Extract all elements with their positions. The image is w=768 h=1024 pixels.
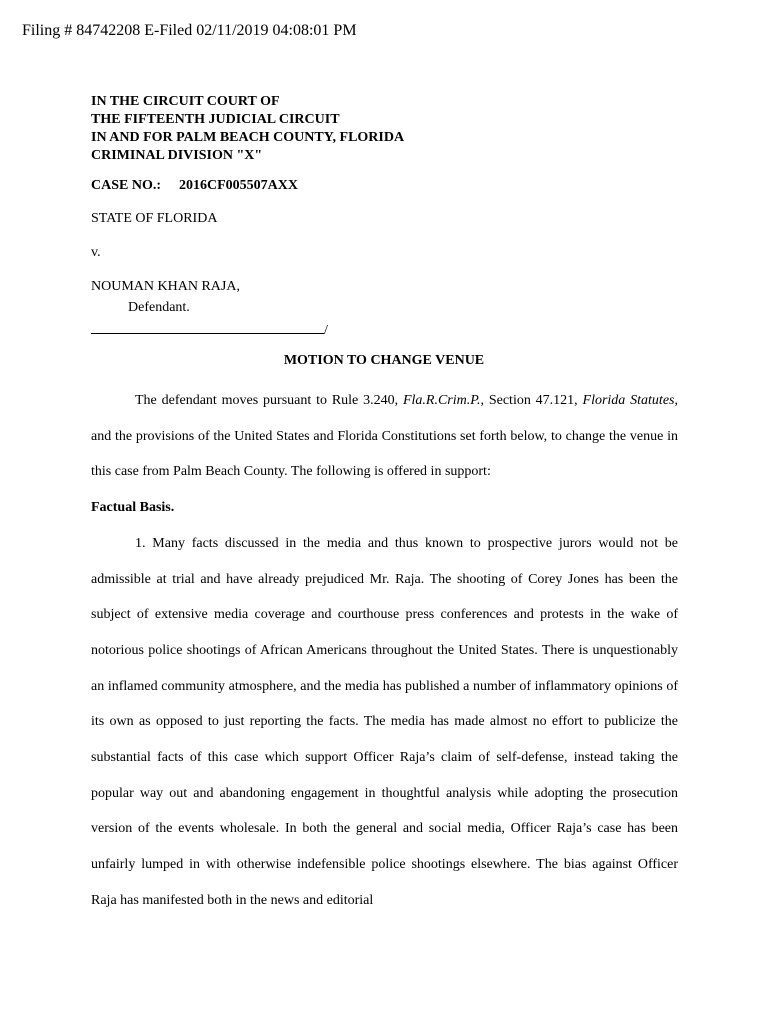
plaintiff-name: STATE OF FLORIDA (91, 211, 218, 226)
court-line-1: IN THE CIRCUIT COURT OF (91, 94, 280, 109)
case-number-label: CASE NO.: (91, 178, 162, 193)
paragraph-1: 1. Many facts discussed in the media and thus known to prospective jurors would not be admissible at trial and have already prejudiced Mr. Raja. The shooting of Corey Jones has been the subject of extensive media coverage and courthouse press conferences and protests in the wake of notorious police shootings of African Americans throughout the United States. There is unquestionably an inflamed community atmosphere, and the media has published a number of inflammatory opinions of its own as opposed to just reporting the facts. The media has made almost no effort to publicize the substantial facts of this case which support Officer Raja’s claim of self-defense, instead taking the popular way out and abandoning engagement in thoughtful analysis while adopting the prosecution version of the events wholesale. In both the general and social media, Officer Raja’s case has been unfairly lumped in with otherwise indefensible police shootings elsewhere. The bias against Officer Raja has manifested both in the news and editorial (91, 535, 678, 908)
court-caption (91, 93, 404, 165)
case-number: 2016CF005507AXX (179, 178, 299, 193)
motion-title: MOTION TO CHANGE VENUE (283, 353, 485, 368)
signature-line (91, 320, 328, 339)
section-heading: Factual Basis. (91, 500, 175, 516)
intro-citation-statutes: Florida Statutes (582, 393, 675, 408)
intro-paragraph (91, 383, 678, 490)
versus: v. (91, 245, 101, 260)
intro-text-3: , and the provisions of the United States and Florida Constitutions set forth below, to change the venue in this case from Palm Beach County. The following is offered in support: (91, 393, 678, 480)
filing-header: Filing # 84742208 E-Filed 02/11/2019 04:08:01 PM (22, 22, 357, 39)
court-line-4: CRIMINAL DIVISION "X" (91, 148, 263, 163)
signature-slash: / (324, 323, 328, 338)
document-body (91, 383, 678, 919)
defendant-name: NOUMAN KHAN RAJA, (91, 279, 240, 294)
intro-citation-rule: Fla.R.Crim.P. (402, 393, 481, 408)
court-line-2: THE FIFTEENTH JUDICIAL CIRCUIT (91, 112, 340, 127)
case-number-line (91, 178, 298, 194)
defendant-role: Defendant. (128, 300, 190, 315)
signature-underline (91, 320, 324, 334)
court-line-3: IN AND FOR PALM BEACH COUNTY, FLORIDA (91, 130, 405, 145)
intro-text-2: , Section 47.121, (480, 393, 583, 408)
intro-text-1: The defendant moves pursuant to Rule 3.240, (135, 393, 403, 408)
